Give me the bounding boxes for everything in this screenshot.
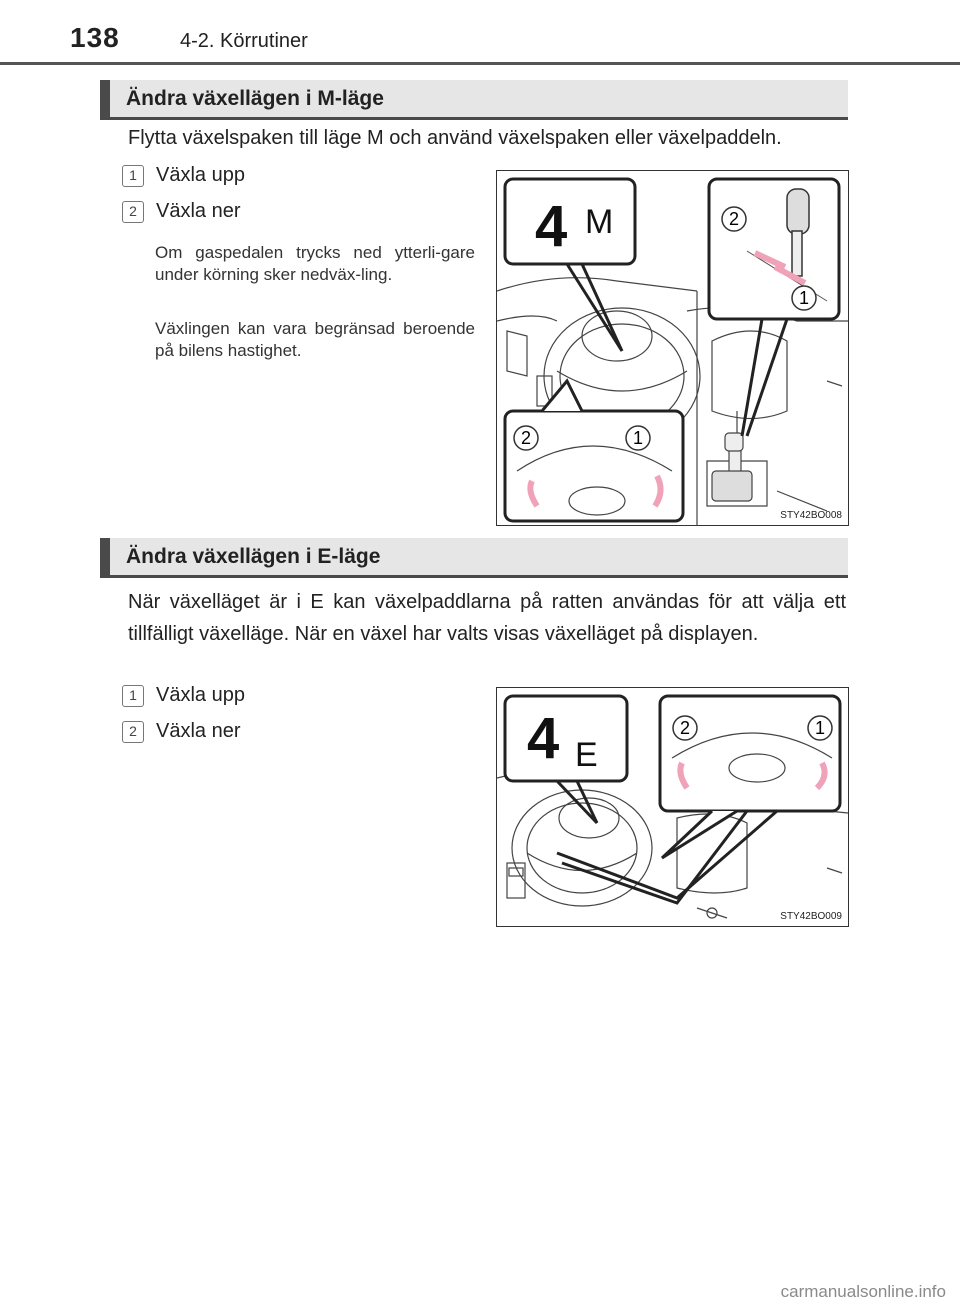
illustration-e-mode (497, 688, 848, 926)
step-shift-down-e (122, 720, 241, 743)
section-m-intro: Flytta växelspaken till läge M och använd växelspaken eller växelpaddeln. (128, 127, 782, 149)
step-label: Växla upp (156, 684, 245, 706)
section-heading-m-text: Ändra växellägen i M-läge (126, 87, 384, 110)
section-e-intro: När växelläget är i E kan växelpaddlarna på ratten användas för att välja ett tillfälligt växelläge. När en växel har valts visas växelläget på displayen. (128, 591, 846, 645)
step-shift-up-m (122, 164, 245, 187)
step-shift-down-m (122, 200, 241, 223)
figure-code: STY42BO008 (780, 510, 842, 521)
note-kickdown: Om gaspedalen trycks ned ytterli-gare under körning sker nedväx-ling. (155, 243, 475, 284)
step-number-badge: 2 (122, 721, 144, 743)
step-label: Växla upp (156, 164, 245, 186)
callout-number: 1 (814, 718, 826, 738)
display-mode-e: E (575, 736, 598, 774)
callout-number: 1 (632, 428, 644, 448)
note-speed-limit: Växlingen kan vara begränsad beroende på bilens hastighet. (155, 319, 475, 360)
step-number-badge: 2 (122, 201, 144, 223)
callout-number: 2 (679, 718, 691, 738)
chapter-title: 4-2. Körrutiner (180, 30, 308, 52)
page-number: 138 (70, 22, 120, 53)
step-number-badge: 1 (122, 165, 144, 187)
header-rule (0, 62, 960, 65)
callout-number: 2 (520, 428, 532, 448)
figure-code: STY42BO009 (780, 911, 842, 922)
watermark[interactable]: carmanualsonline.info (780, 1282, 946, 1301)
step-label: Växla ner (156, 720, 241, 742)
display-digit-e: 4 (527, 706, 560, 771)
step-number-badge: 1 (122, 685, 144, 707)
illustration-m-mode (497, 171, 848, 525)
figure-m-mode (496, 170, 849, 526)
paddle-bubble (505, 381, 683, 521)
display-digit-m: 4 (535, 194, 568, 259)
callout-number: 2 (728, 209, 740, 229)
display-mode-m: M (585, 203, 614, 241)
display-bubble-e (505, 696, 627, 823)
section-heading-e-text: Ändra växellägen i E-läge (126, 545, 381, 568)
figure-e-mode (496, 687, 849, 927)
step-label: Växla ner (156, 200, 241, 222)
callout-number: 1 (798, 288, 810, 308)
step-shift-up-e (122, 684, 245, 707)
section-heading-m (100, 80, 848, 120)
section-heading-e (100, 538, 848, 578)
